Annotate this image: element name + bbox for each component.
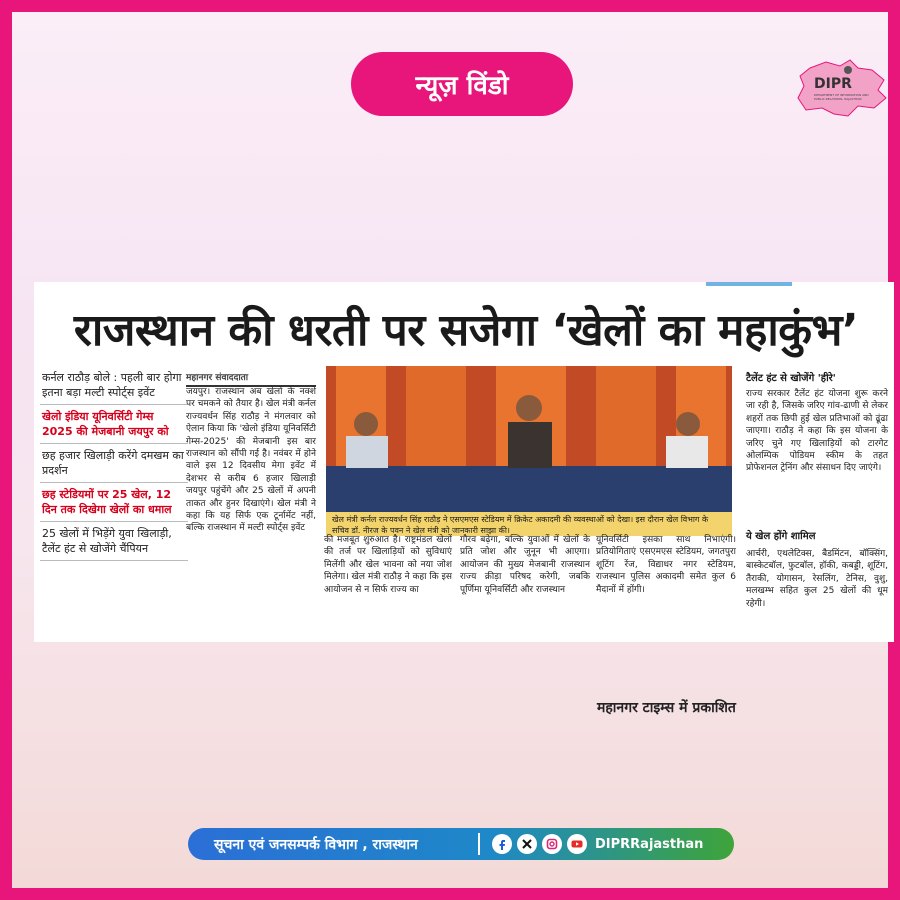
published-note: महानगर टाइम्स में प्रकाशित	[597, 700, 736, 716]
article-column: यूनिवर्सिटी इसका साथ निभाएंगी। प्रतियोगिताएं एसएमएस स्टेडियम, जगतपुरा शूटिंग रेंज, विद्याधर नगर स्टेडियम, राजस्थान पुलिस अकादमी समेत कुल 6 मैदानों में होंगी।	[596, 535, 736, 595]
section-heading: ये खेल होंगे शामिल	[746, 531, 816, 542]
highlight-item: छह हजार खिलाड़ी करेंगे दमखम का प्रदर्शन	[40, 444, 188, 483]
logo-subtitle: DEPARTMENT OF INFORMATION AND PUBLIC RELATIONS, RAJASTHAN	[814, 93, 869, 101]
social-handle[interactable]: DIPRRajasthan	[595, 836, 704, 852]
article-column: की मजबूत शुरुआत है। राष्ट्रमंडल खेलों की तर्ज पर खिलाड़ियों को सुविधाएं मिलेंगी और खेल भावना को नया जोश मिलेगा। खेल मंत्री राठौड़ ने कहा कि इस आयोजन से न सिर्फ राज्य का	[324, 535, 452, 595]
highlight-item: 25 खेलों में भिड़ेंगे युवा खिलाड़ी, टैलेंट हंट से खोजेंगे चैंपियन	[40, 522, 188, 561]
clip-top-bar	[706, 282, 792, 286]
article-column: राज्य सरकार टैलेंट हंट योजना शुरू करने जा रही है, जिसके जरिए गांव-ढाणी से लेकर शहरों तक छिपी हुई खेल प्रतिभाओं को ढूंढा जाएगा। राठौड़ ने कहा कि इस योजना के जरिए चुने गए खिलाड़ियों को टारगेट ओलम्पिक पोडियम स्कीम के तहत प्रोफेशनल ट्रेनिंग और संसाधन दिए जाएंगे।	[746, 389, 888, 474]
sidebar-highlights	[40, 366, 188, 561]
section-heading: टैलेंट हंट से खोजेंगे 'हीरे'	[746, 373, 836, 384]
footer-bar	[188, 828, 734, 860]
article-column: जयपुर। राजस्थान अब खेलों के नक्शे पर चमकने को तैयार है। खेल मंत्री कर्नल राज्यवर्धन सिंह राठौड़ ने मंगलवार को ऐलान किया कि 'खेलो इंडिया यूनिवर्सिटी गेम्स-2025' की मेजबानी इस बार राजस्थान को सौंपी गई है। नवंबर में होने वाले इस 12 दिवसीय मेगा इवेंट में देशभर से करीब 6 हजार खिलाड़ी जयपुर पहुंचेंगे और 25 खेलों में अपनी ताकत और हुनर दिखाएंगे। खेल मंत्री ने कहा कि यह सिर्फ एक टूर्नामेंट नहीं, बल्कि राजस्थान में मल्टी स्पोर्ट्स इवेंट	[186, 387, 316, 534]
department-name: सूचना एवं जनसम्पर्क विभाग , राजस्थान	[214, 836, 418, 853]
article-column: आर्चरी, एथलेटिक्स, बैडमिंटन, बॉक्सिंग, बास्केटबॉल, फुटबॉल, हॉकी, कबड्डी, शूटिंग, तैराकी, योगासन, रेसलिंग, टेनिस, वुशु, मलखम्भ सहित कुल 25 खेलों की धूम रहेगी।	[746, 549, 888, 609]
newspaper-clipping	[34, 282, 894, 642]
press-conference-photo	[326, 366, 732, 512]
page-title: न्यूज़ विंडो	[351, 52, 573, 116]
article-headline: राजस्थान की धरती पर सजेगा ‘खेलों का महाकुंभ’	[73, 305, 859, 356]
highlight-item: छह स्टेडियमों पर 25 खेल, 12 दिन तक दिखेगा खेलों का धमाल	[40, 483, 188, 522]
footer-divider	[478, 833, 480, 855]
highlight-item: खेलो इंडिया यूनिवर्सिटी गेम्स 2025 की मेजबानी जयपुर को	[40, 405, 188, 444]
photo-caption: खेल मंत्री कर्नल राज्यवर्धन सिंह राठौड़ ने एसएमएस स्टेडियम में क्रिकेट अकादमी की व्यवस्थाओं को देखा। इस दौरान खेल विभाग के सचिव डॉ. नीरज के पवन ने खेल मंत्री को जानकारी साझा की।	[326, 512, 732, 536]
dipr-logo	[792, 58, 892, 120]
facebook-icon[interactable]	[492, 834, 512, 854]
social-icons	[492, 834, 587, 854]
logo-text: DIPR	[814, 76, 852, 92]
photo-illustration	[326, 366, 732, 512]
youtube-icon[interactable]	[567, 834, 587, 854]
x-icon[interactable]	[517, 834, 537, 854]
highlight-item: कर्नल राठौड़ बोले : पहली बार होगा इतना बड़ा मल्टी स्पोर्ट्स इवेंट	[40, 366, 188, 405]
instagram-icon[interactable]	[542, 834, 562, 854]
byline: महानगर संवाददाता	[186, 370, 316, 387]
page-frame	[12, 12, 888, 888]
article-column: गौरव बढ़ेगा, बल्कि युवाओं में खेलों के प्रति जोश और जुनून भी आएगा। आयोजन की मुख्य मेजबानी राजस्थान राज्य क्रीड़ा परिषद करेगी, जबकि पूर्णिमा यूनिवर्सिटी और राजस्थान	[460, 535, 590, 595]
